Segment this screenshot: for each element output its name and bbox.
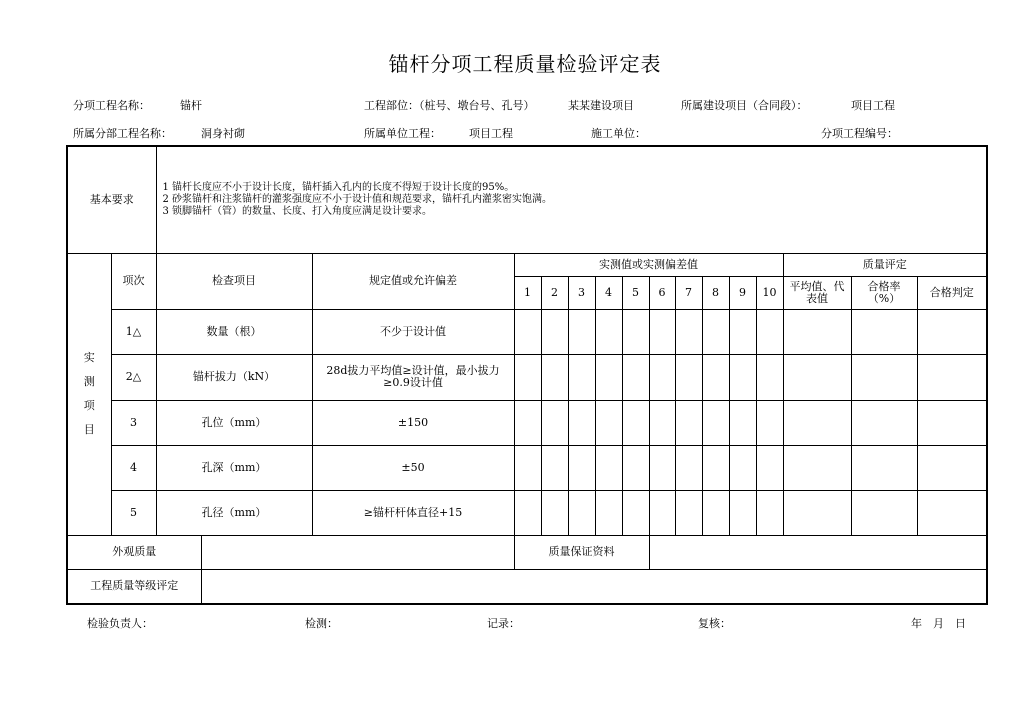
quality-grade-label: 工程质量等级评定 xyxy=(67,569,201,604)
row-item: 数量（根） xyxy=(156,309,312,354)
value-col-number: 8 xyxy=(702,276,729,309)
col-header-no: 项次 xyxy=(111,253,156,309)
value-col-number: 4 xyxy=(595,276,622,309)
basic-requirement-line: 3 锁脚锚杆（管）的数量、长度、打入角度应满足设计要求。 xyxy=(162,205,433,217)
value-col-number: 10 xyxy=(756,276,783,309)
row-no: 4 xyxy=(111,445,156,490)
basic-requirement-line: 1 锚杆长度应不小于设计长度，锚杆插入孔内的长度不得短于设计长度的95%。 xyxy=(162,181,515,193)
subitem-name-value: 锚杆 xyxy=(180,99,202,112)
basic-requirements-label: 基本要求 xyxy=(67,146,156,253)
appearance-quality-value xyxy=(201,535,514,569)
division-label: 所属分部工程名称： xyxy=(73,127,172,140)
appearance-quality-label: 外观质量 xyxy=(67,535,201,569)
project-label: 所属建设项目（合同段）： xyxy=(681,99,808,112)
col-header-item: 检查项目 xyxy=(156,253,312,309)
basic-requirements-content xyxy=(156,146,987,253)
value-col-number: 1 xyxy=(514,276,541,309)
row-no: 1△ xyxy=(111,309,156,354)
table-row xyxy=(67,309,987,354)
row-no: 2△ xyxy=(111,354,156,400)
recorder-label: 记录： xyxy=(487,617,520,630)
col-header-spec: 规定值或允许偏差 xyxy=(312,253,514,309)
value-col-number: 7 xyxy=(675,276,702,309)
row-spec: ≥锚杆杆体直径+15 xyxy=(312,490,514,535)
reviewer-label: 复核： xyxy=(698,617,731,630)
inspector-label: 检验负责人： xyxy=(87,617,153,630)
contractor-label: 施工单位： xyxy=(591,127,646,140)
inspection-table xyxy=(66,145,988,605)
quality-assurance-value xyxy=(649,535,987,569)
col-header-avg: 平均值、代表值 xyxy=(783,276,851,309)
quality-grade-value xyxy=(201,569,987,604)
measured-items-side-label: 实 测 项 目 xyxy=(67,253,111,535)
value-col-number: 5 xyxy=(622,276,649,309)
date-label: 年 月 日 xyxy=(911,617,966,630)
row-spec: 28d拔力平均值≥设计值，最小拔力≥0.9设计值 xyxy=(312,354,514,400)
row-no: 3 xyxy=(111,400,156,445)
row-spec: 不少于设计值 xyxy=(312,309,514,354)
row-item: 孔径（mm） xyxy=(156,490,312,535)
table-row xyxy=(67,490,987,535)
table-row xyxy=(67,400,987,445)
row-item: 锚杆拔力（kN） xyxy=(156,354,312,400)
value-col-number: 9 xyxy=(729,276,756,309)
location-value: 某某建设项目 xyxy=(568,99,634,112)
basic-requirement-line: 2 砂浆锚杆和注浆锚杆的灌浆强度应不小于设计值和规范要求，锚杆孔内灌浆密实饱满。 xyxy=(162,193,553,205)
row-spec: ±150 xyxy=(312,400,514,445)
division-value: 洞身衬砌 xyxy=(201,127,245,140)
unit-value: 项目工程 xyxy=(469,127,513,140)
location-label: 工程部位：（桩号、墩台号、孔号） xyxy=(364,99,535,112)
table-row xyxy=(67,354,987,400)
col-header-rate: 合格率（%） xyxy=(851,276,917,309)
tester-label: 检测： xyxy=(305,617,338,630)
value-col-number: 6 xyxy=(649,276,675,309)
row-spec: ±50 xyxy=(312,445,514,490)
row-item: 孔深（mm） xyxy=(156,445,312,490)
col-header-values: 实测值或实测偏差值 xyxy=(514,253,783,276)
code-label: 分项工程编号： xyxy=(821,127,898,140)
quality-assurance-label: 质量保证资料 xyxy=(514,535,649,569)
subitem-name-label: 分项工程名称： xyxy=(73,99,150,112)
col-header-quality: 质量评定 xyxy=(783,253,987,276)
unit-label: 所属单位工程： xyxy=(364,127,441,140)
value-col-number: 3 xyxy=(568,276,595,309)
project-value: 项目工程 xyxy=(851,99,895,112)
form-title: 锚杆分项工程质量检验评定表 xyxy=(388,52,662,76)
table-row xyxy=(67,445,987,490)
col-header-judge: 合格判定 xyxy=(917,276,987,309)
row-item: 孔位（mm） xyxy=(156,400,312,445)
value-col-number: 2 xyxy=(541,276,568,309)
row-no: 5 xyxy=(111,490,156,535)
